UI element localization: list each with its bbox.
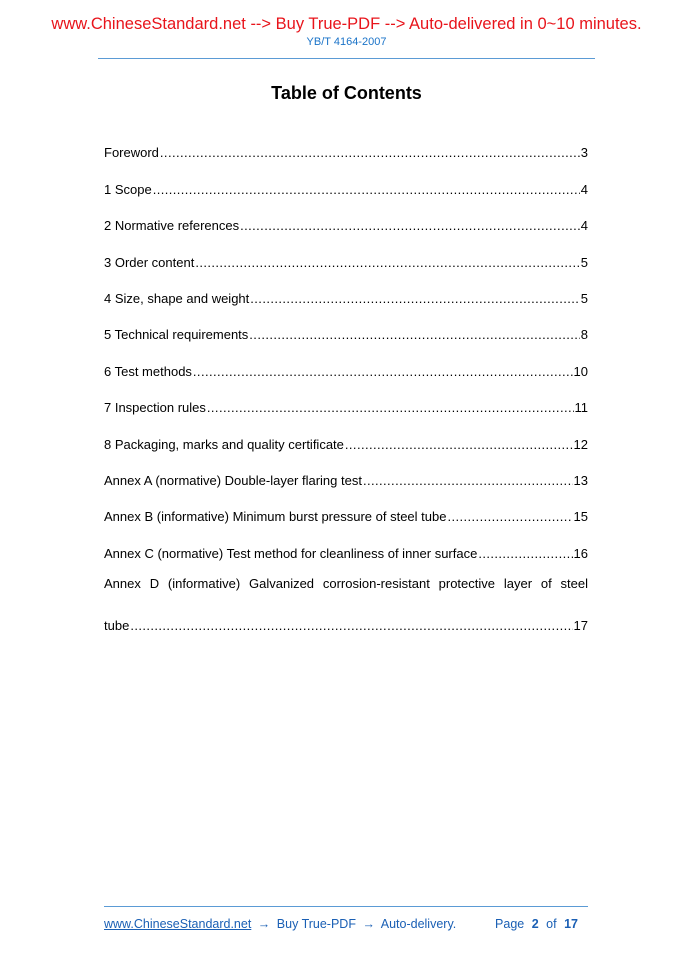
dot-leader [160,145,580,161]
toc-entry-page: 3 [580,145,588,161]
footer-delivery-text: Auto-delivery. [380,917,457,931]
page-footer [104,916,588,932]
current-page-number: 2 [531,917,539,931]
page-title: Table of Contents [271,83,422,103]
toc-entry-label: 3 Order content [104,254,195,270]
toc-entry-size-shape-weight[interactable] [104,285,588,321]
toc-entry-label: 8 Packaging, marks and quality certificate [104,436,344,452]
toc-entry-page: 5 [580,290,588,306]
toc-entry-inspection-rules[interactable] [104,394,588,430]
toc-entry-technical-requirements[interactable] [104,321,588,357]
toc-entry-annex-a[interactable] [104,467,588,503]
page-indicator [495,916,582,932]
dot-leader [250,291,579,307]
toc-entry-packaging[interactable] [104,430,588,466]
toc-entry-label: Annex C (normative) Test method for cleanliness of inner surface [104,545,478,561]
toc-entry-test-methods[interactable] [104,357,588,393]
toc-entry-label: Annex B (informative) Minimum burst pressure of steel tube [104,509,447,525]
toc-entry-page: 5 [580,254,588,270]
toc-entry-page: 4 [580,181,588,197]
toc-entry-page: 15 [573,509,588,525]
toc-entry-normative-references[interactable] [104,212,588,248]
toc-entry-annex-d-continued[interactable] [104,612,588,648]
dot-leader [240,218,580,234]
toc-entry-label: 7 Inspection rules [104,400,206,416]
dot-leader [363,473,573,489]
dot-leader [130,618,572,634]
toc-entry-foreword[interactable] [104,139,588,175]
toc-entry-page: 17 [573,618,588,634]
dot-leader [195,255,579,271]
arrow-right-icon: → [362,917,375,931]
footer-divider [104,906,588,907]
toc-entry-label: 6 Test methods [104,363,192,379]
toc-entry-page: 8 [580,327,588,343]
of-word: of [546,917,557,931]
page-word: Page [495,917,525,931]
dot-leader [478,546,572,562]
table-of-contents [104,139,588,648]
header-divider [98,58,595,59]
toc-entry-page: 12 [573,436,588,452]
toc-entry-annex-b[interactable] [104,503,588,539]
toc-entry-annex-c[interactable] [104,539,588,575]
toc-entry-label: 5 Technical requirements [104,327,249,343]
toc-entry-label: 1 Scope [104,181,152,197]
top-banner[interactable]: www.ChineseStandard.net --> Buy True-PDF --> Auto-delivered in 0~10 minutes. [51,15,642,33]
toc-entry-page: 13 [573,472,588,488]
dot-leader [447,509,572,525]
total-pages: 17 [564,917,578,931]
toc-entry-label: 4 Size, shape and weight [104,290,250,306]
dot-leader [345,437,573,453]
toc-entry-page: 16 [573,545,588,561]
toc-entry-page: 10 [573,363,588,379]
toc-entry-label: Annex A (normative) Double-layer flaring test [104,472,362,488]
footer-buy-text: Buy True-PDF [276,917,356,931]
dot-leader [207,400,574,416]
toc-entry-label: Annex D (informative) Galvanized corrosion-resistant protective layer of steel [104,575,588,591]
toc-entry-scope[interactable] [104,175,588,211]
dot-leader [193,364,573,380]
toc-entry-order-content[interactable] [104,248,588,284]
dot-leader [249,327,579,343]
arrow-right-icon: → [257,917,271,931]
toc-entry-label: Foreword [104,145,159,161]
toc-entry-annex-d[interactable] [104,576,588,612]
toc-entry-label: 2 Normative references [104,218,240,234]
toc-entry-page: 11 [574,400,588,416]
doc-code: YB/T 4164-2007 [306,36,387,48]
toc-entry-label-continued: tube [104,618,130,634]
toc-entry-page: 4 [580,218,588,234]
footer-site-link[interactable]: www.ChineseStandard.net [104,917,252,931]
dot-leader [153,182,580,198]
